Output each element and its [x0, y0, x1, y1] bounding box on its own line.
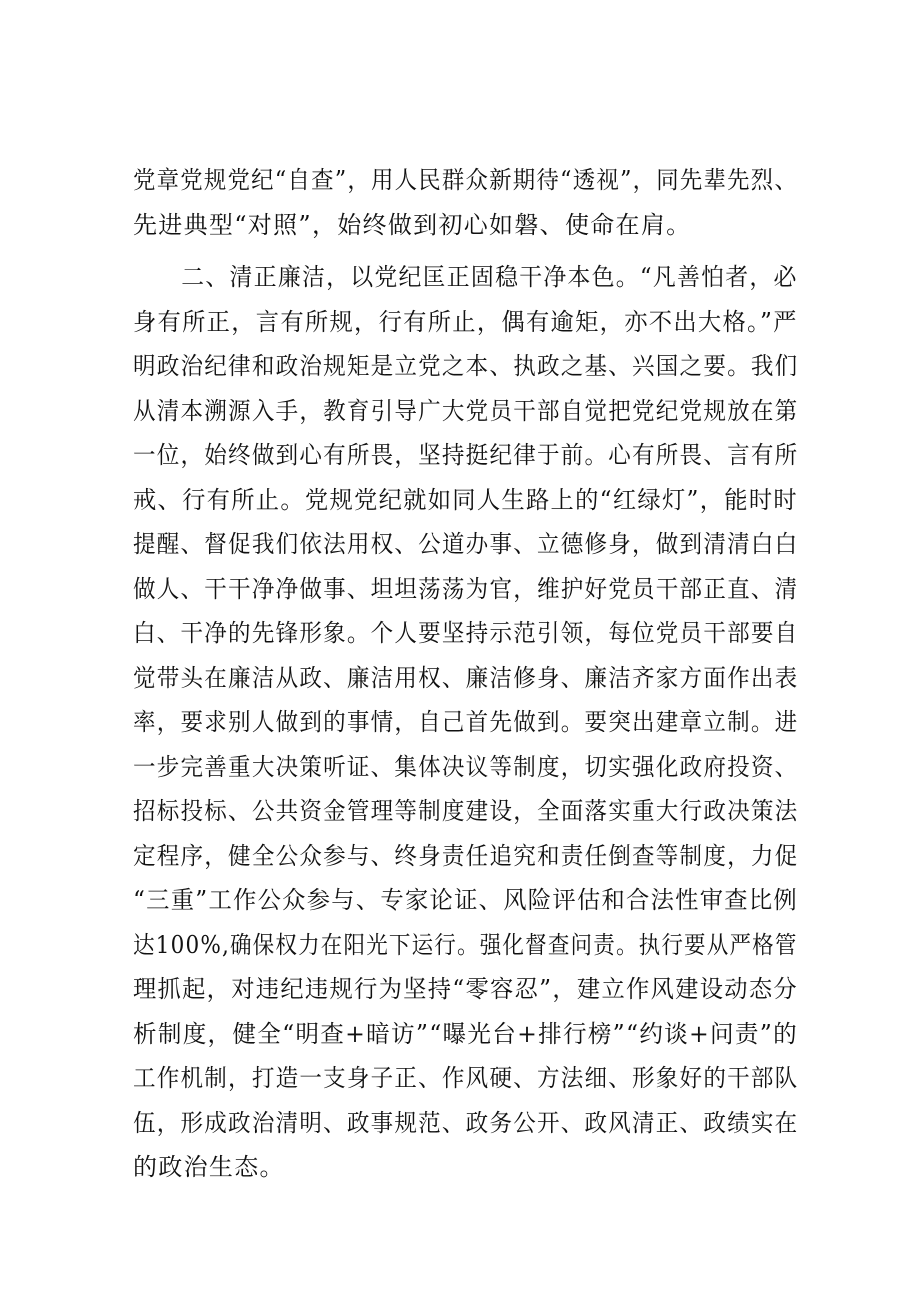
text-line: 的政治生态。 — [133, 1153, 285, 1181]
text-line: 理抓起，对违纪违规行为坚持“零容忍”，建立作风建设动态分 — [133, 975, 798, 1003]
text-line: 先进典型“对照”，始终做到初心如磐、使命在肩。 — [133, 210, 692, 239]
text-line: 觉带头在廉洁从政、廉洁用权、廉洁修身、廉洁齐家方面作出表 — [133, 663, 799, 692]
text-line: 从清本溯源入手，教育引导广大党员干部自觉把党纪党规放在第 — [133, 396, 799, 425]
text-line: 做人、干干净净做事、坦坦荡荡为官，维护好党员干部正直、清 — [133, 574, 799, 603]
paragraph-continuation — [133, 158, 799, 247]
text-line: 二、清正廉洁，以党纪匡正固稳干净本色。“凡善怕者，必 — [133, 263, 798, 291]
text-line: 定程序，健全公众参与、终身责任追究和责任倒查等制度，力促 — [133, 841, 799, 870]
text-line: 白、干净的先锋形象。个人要坚持示范引领，每位党员干部要自 — [133, 619, 799, 647]
text-line: “三重”工作公众参与、专家论证、风险评估和合法性审查比例 — [133, 886, 798, 914]
text-line: 一步完善重大决策听证、集体决议等制度，切实强化政府投资、 — [133, 752, 799, 781]
text-line: 析制度，健全“明查+暗访”“曝光台+排行榜”“约谈+问责”的 — [133, 1019, 798, 1048]
text-line: 党章党规党纪“自查”，用人民群众新期待“透视”，同先辈先烈、 — [133, 166, 799, 194]
text-line: 招标投标、公共资金管理等制度建设，全面落实重大行政决策法 — [133, 797, 799, 825]
text-line: 一位，始终做到心有所畏，坚持挺纪律于前。心有所畏、言有所 — [133, 441, 799, 469]
text-line: 身有所正，言有所规，行有所止，偶有逾矩，亦不出大格。”严 — [133, 307, 798, 336]
text-line: 戒、行有所止。党规党纪就如同人生路上的“红绿灯”，能时时 — [133, 485, 798, 514]
text-line: 伍，形成政治清明、政事规范、政务公开、政风清正、政绩实在 — [133, 1108, 799, 1137]
text-line: 明政治纪律和政治规矩是立党之本、执政之基、兴国之要。我们 — [133, 352, 799, 380]
paragraph-section-two — [133, 255, 799, 1190]
text-line: 提醒、督促我们依法用权、公道办事、立德修身，做到清清白白 — [133, 530, 799, 558]
text-line: 工作机制，打造一支身子正、作风硬、方法细、形象好的干部队 — [133, 1064, 799, 1092]
text-line: 率，要求别人做到的事情，自己首先做到。要突出建章立制。进 — [133, 708, 799, 736]
text-line: 达100%,确保权力在阳光下运行。强化督查问责。执行要从严格管 — [133, 930, 798, 959]
